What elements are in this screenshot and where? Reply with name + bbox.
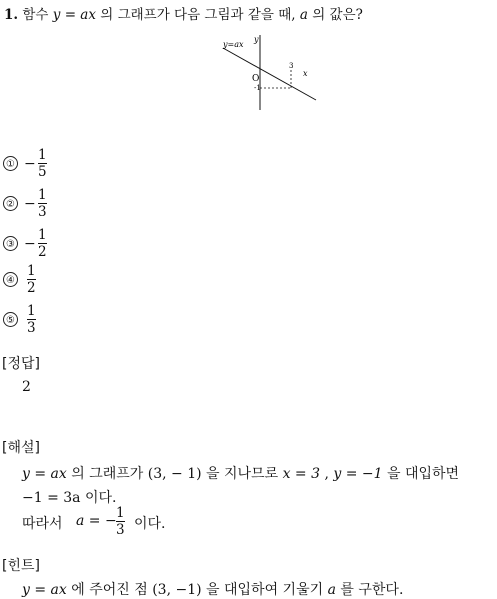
y-tick-label: -1 <box>254 84 261 92</box>
explanation-line-1 <box>22 463 459 483</box>
hint-label: [힌트] <box>2 558 40 574</box>
option-marker: ⑤ <box>3 312 18 327</box>
denominator: 3 <box>38 204 47 220</box>
hint-line <box>22 579 403 599</box>
option-fraction <box>38 188 47 219</box>
numerator: 1 <box>38 147 47 163</box>
denominator: 3 <box>27 320 36 336</box>
denominator: 5 <box>38 164 47 180</box>
option-sign: − <box>24 196 36 212</box>
x-tick-label: 3 <box>289 62 294 70</box>
hint-variable: a <box>327 582 336 598</box>
denominator: 3 <box>116 522 125 538</box>
option-marker: ② <box>3 196 18 211</box>
denominator: 2 <box>38 244 47 260</box>
explanation-comma: , <box>324 466 329 482</box>
graph-svg <box>215 30 325 115</box>
question-text-suffix: 의 값은? <box>312 7 363 23</box>
hint-text-end: 를 구한다. <box>340 582 404 598</box>
option-fraction <box>38 148 47 179</box>
question-equation: y = ax <box>52 7 96 23</box>
explanation-text: 의 그래프가 (3, − 1) 을 지나므로 <box>71 466 279 482</box>
explanation-conclusion-prefix: 따라서 <box>22 516 63 532</box>
line-label: y=ax <box>223 40 244 49</box>
option-marker: ① <box>3 156 18 171</box>
y-axis-label: y <box>254 35 259 44</box>
numerator: 1 <box>38 187 47 203</box>
option-fraction <box>27 264 36 295</box>
explanation-conclusion-variable: a = − <box>76 513 117 529</box>
explanation-y-value: y = −1 <box>333 466 383 482</box>
explanation-equation: y = ax <box>22 466 67 482</box>
hint-text: 에 주어진 점 (3, −1) 을 대입하여 기울기 <box>71 582 324 598</box>
answer-label: [정답] <box>2 356 40 372</box>
answer-value: 2 <box>22 379 31 395</box>
explanation-text-end: 을 대입하면 <box>387 466 460 482</box>
option-marker: ④ <box>3 272 18 287</box>
denominator: 2 <box>27 280 36 296</box>
numerator: 1 <box>27 263 36 279</box>
explanation-label: [해설] <box>2 440 40 456</box>
option-sign: − <box>24 236 36 252</box>
question-line <box>4 3 363 23</box>
explanation-conclusion-suffix: 이다. <box>134 516 166 532</box>
question-variable: a <box>299 7 308 23</box>
numerator: 1 <box>27 303 36 319</box>
x-axis-label: x <box>303 69 308 78</box>
hint-equation: y = ax <box>22 582 67 598</box>
question-text-prefix: 함수 <box>22 7 49 23</box>
numerator: 1 <box>116 505 125 521</box>
option-sign: − <box>24 156 36 172</box>
question-number: 1. <box>4 7 19 23</box>
coordinate-graph <box>215 30 325 115</box>
option-fraction <box>27 304 36 335</box>
explanation-x-value: x = 3 <box>282 466 321 482</box>
numerator: 1 <box>38 227 47 243</box>
option-fraction <box>38 228 47 259</box>
explanation-fraction <box>116 506 125 537</box>
question-text-middle: 의 그래프가 다음 그림과 같을 때, <box>100 7 296 23</box>
origin-label: O <box>252 74 260 84</box>
explanation-line-2: −1 = 3a 이다. <box>22 490 117 506</box>
option-marker: ③ <box>3 236 18 251</box>
